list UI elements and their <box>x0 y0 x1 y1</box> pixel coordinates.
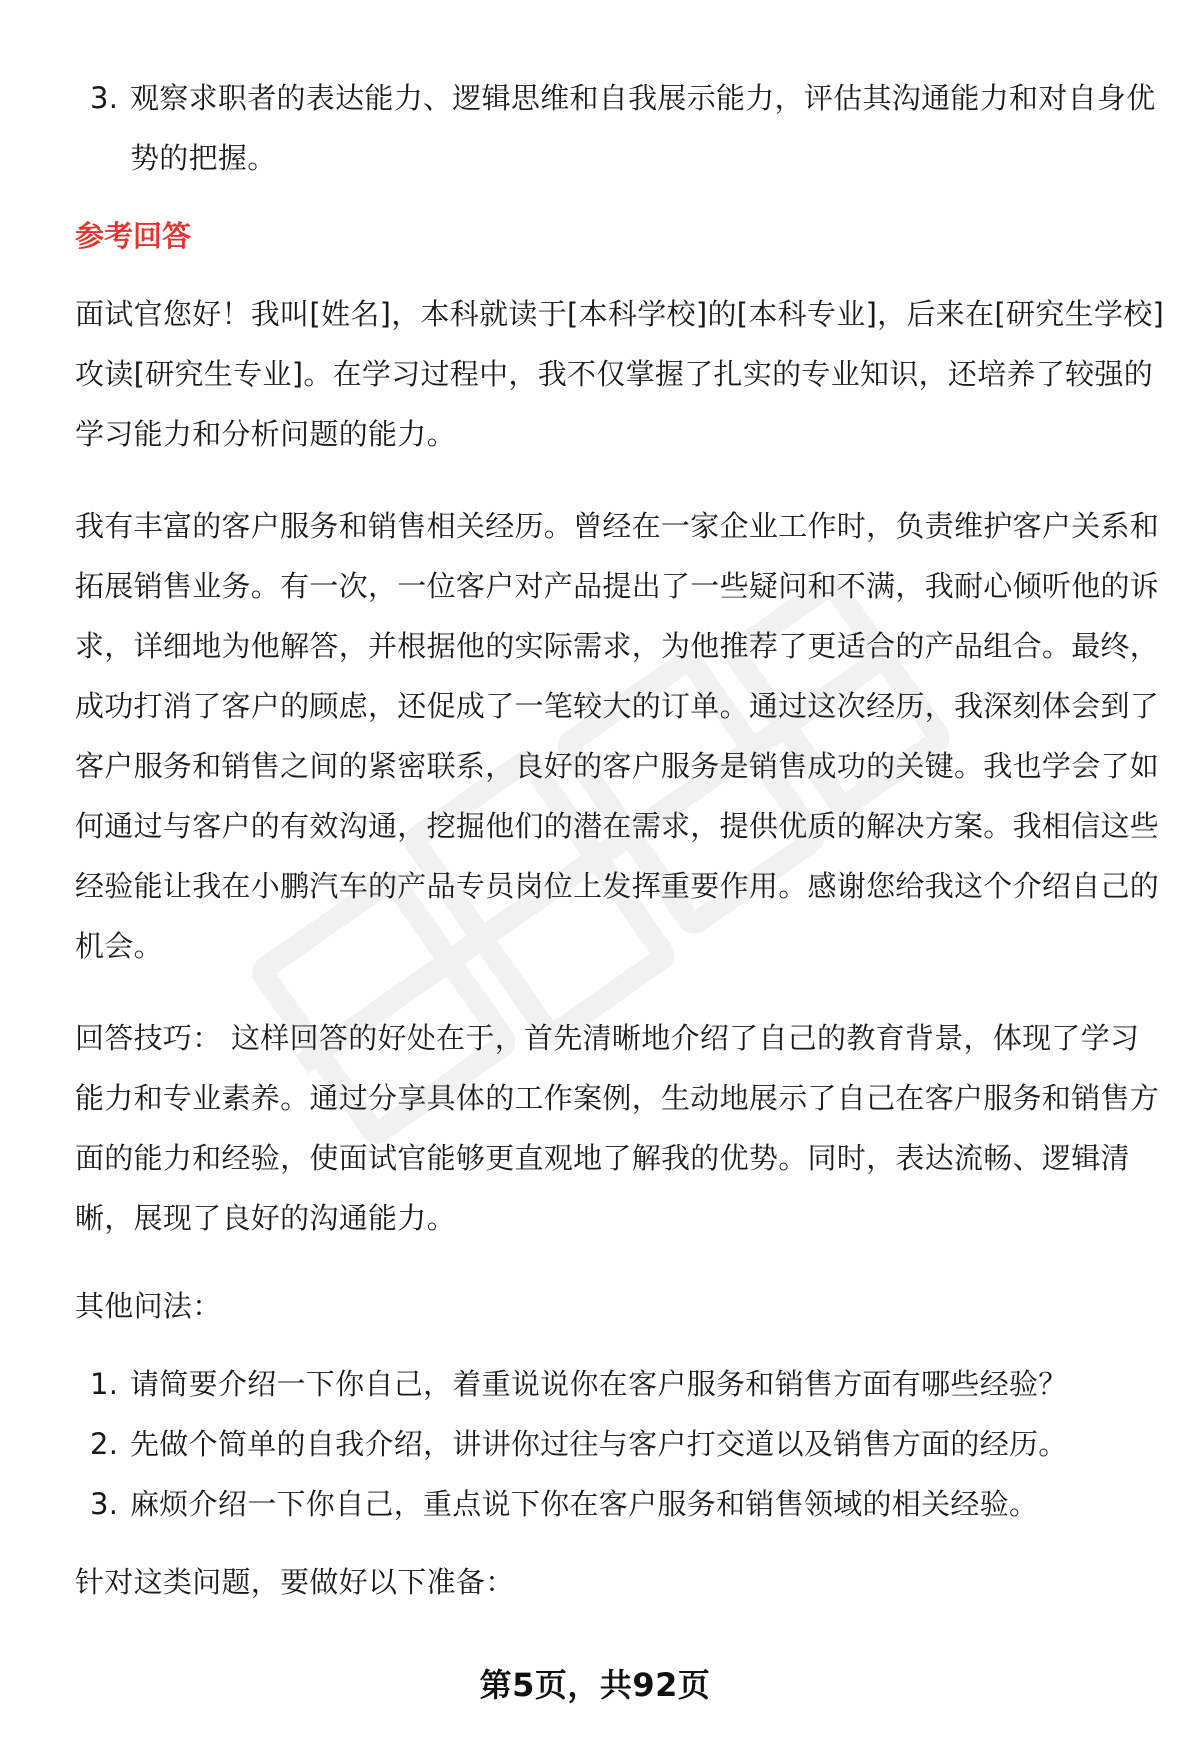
intro-list-item <box>75 68 1165 188</box>
answer-paragraph-2: 我有丰富的客户服务和销售相关经历。曾经在一家企业工作时，负责维护客户关系和拓展销售业务。有一次，一位客户对产品提出了一些疑问和不满，我耐心倾听他的诉求，详细地为他解答，并根据他的实际需求，为他推荐了更适合的产品组合。最终，成功打消了客户的顾虑，还促成了一笔较大的订单。通过这次经历，我深刻体会到了客户服务和销售之间的紧密联系，良好的客户服务是销售成功的关键。我也学会了如何通过与客户的有效沟通，挖掘他们的潜在需求，提供优质的解决方案。我相信这些经验能让我在小鹏汽车的产品专员岗位上发挥重要作用。感谢您给我这个介绍自己的机会。 <box>75 509 1160 963</box>
list-number: 2. <box>90 1427 119 1461</box>
page-footer: 第5页，共92页 <box>479 1666 711 1704</box>
preparation-label: 针对这类问题，要做好以下准备： <box>75 1565 515 1599</box>
main-content <box>75 68 1165 1612</box>
answer-heading: 参考回答 <box>75 219 192 253</box>
list-text: 请简要介绍一下你自己，着重说说你在客户服务和销售方面有哪些经验？ <box>130 1367 1068 1401</box>
answer-tips-paragraph: 回答技巧： 这样回答的好处在于，首先清晰地介绍了自己的教育背景，体现了学习能力和专业素养。通过分享具体的工作案例，生动地展示了自己在客户服务和销售方面的能力和经验，使面试官能够更直观地了解我的优势。同时，表达流畅、逻辑清晰，展现了良好的沟通能力。 <box>75 1021 1160 1235</box>
list-text: 观察求职者的表达能力、逻辑思维和自我展示能力，评估其沟通能力和对自身优势的把握。 <box>130 81 1156 175</box>
list-number: 3. <box>90 1487 119 1521</box>
list-number: 1. <box>90 1367 119 1401</box>
other-questions-label: 其他问法： <box>75 1289 222 1323</box>
list-number: 3. <box>90 81 119 115</box>
list-text: 先做个简单的自我介绍，讲讲你过往与客户打交道以及销售方面的经历。 <box>130 1427 1068 1461</box>
other-question-item <box>75 1354 1165 1414</box>
other-question-item <box>75 1474 1165 1534</box>
other-question-item <box>75 1414 1165 1474</box>
list-text: 麻烦介绍一下你自己，重点说下你在客户服务和销售领域的相关经验。 <box>130 1487 1039 1521</box>
answer-paragraph-1: 面试官您好！我叫[姓名]，本科就读于[本科学校]的[本科专业]，后来在[研究生学校]攻读[研究生专业]。在学习过程中，我不仅掌握了扎实的专业知识，还培养了较强的学习能力和分析问题的能力。 <box>75 297 1165 451</box>
